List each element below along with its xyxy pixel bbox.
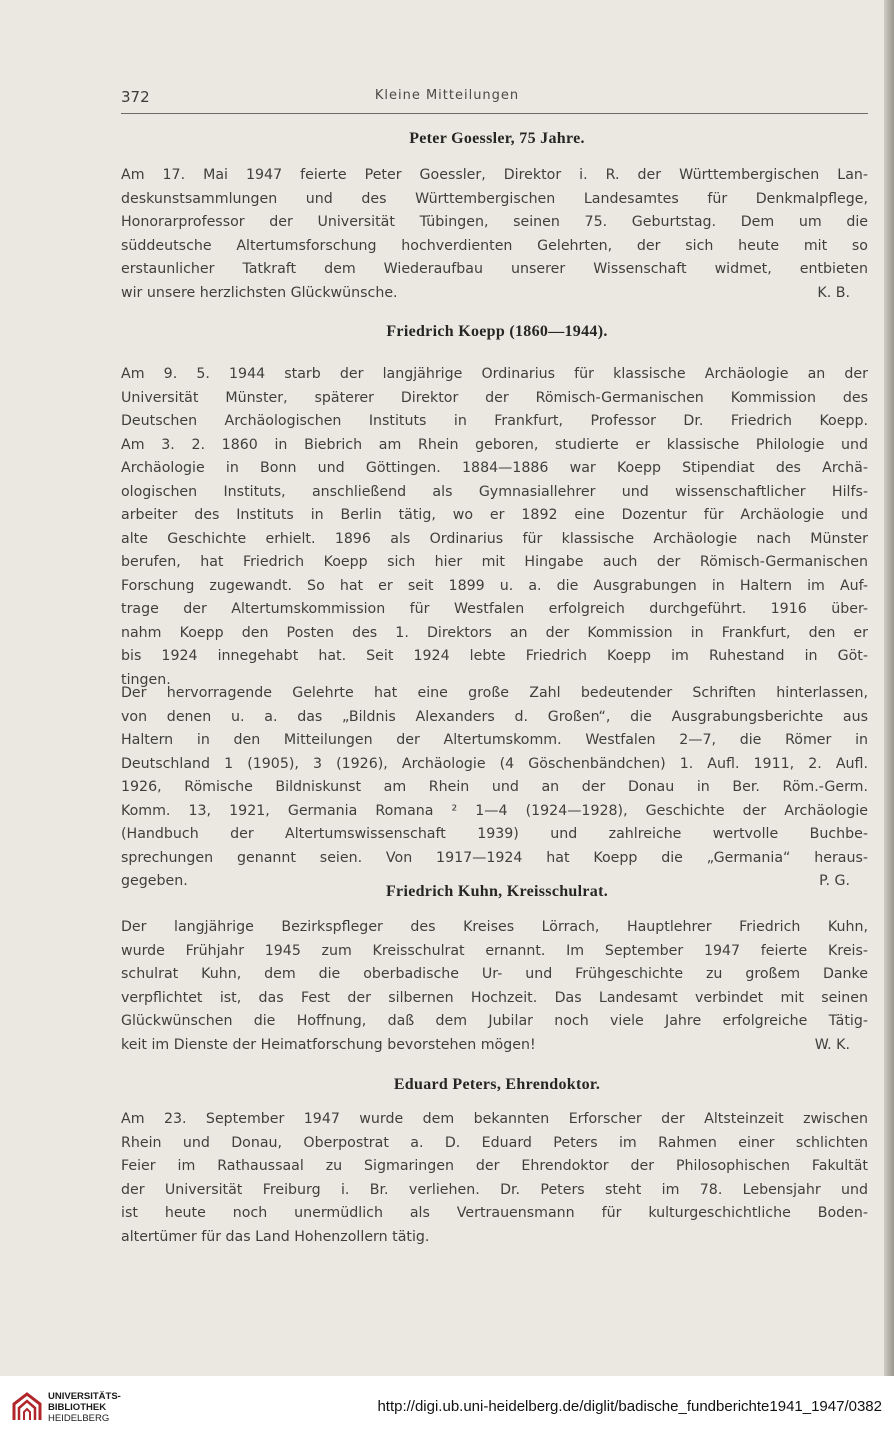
text-line: deskunstsammlungen und des Württembergischen Landesamtes für Denkmalpflege, xyxy=(121,190,868,207)
running-head: Kleine Mitteilungen xyxy=(374,88,520,103)
text-line: der Universität Freiburg i. Br. verliehen. Dr. Peters steht im 78. Lebensjahr und xyxy=(121,1181,868,1198)
text-line: (Handbuch der Altertumswissenschaft 1939) und zahlreiche wertvolle Buchbe- xyxy=(121,826,868,842)
text-line: altertümer für das Land Hohenzollern tätig. xyxy=(121,1228,430,1245)
text-line: verpflichtet ist, das Fest der silbernen Hochzeit. Das Landesamt verbindet mit seinen xyxy=(121,989,868,1006)
text-line: Forschung zugewandt. So hat er seit 1899 u. a. die Ausgrabungen in Haltern im Auf- xyxy=(121,577,868,594)
source-url[interactable]: http://digi.ub.uni-heidelberg.de/diglit/badische_fundberichte1941_1947/0382 xyxy=(377,1398,882,1415)
text-line: Am 3. 2. 1860 in Biebrich am Rhein geboren, studierte er klassische Philologie und xyxy=(121,436,868,453)
article-paragraph xyxy=(121,1108,868,1249)
text-line: Universität Münster, späterer Direktor der Römisch-Germanischen Kommission des xyxy=(121,389,868,406)
text-line: sprechungen genannt seien. Von 1917—1924 hat Koepp die „Germania“ heraus- xyxy=(121,849,868,866)
text-line: trage der Altertumskommission für Westfalen erfolgreich durchgeführt. 1916 über- xyxy=(121,601,868,617)
text-line: Feier im Rathaussaal zu Sigmaringen der Ehrendoktor der Philosophischen Fakultät xyxy=(121,1158,868,1174)
text-line: Archäologie in Bonn und Göttingen. 1884—1886 war Koepp Stipendiat des Archä- xyxy=(121,460,868,476)
text-line: Rhein und Donau, Oberpostrat a. D. Eduard Peters im Rahmen einer schlichten xyxy=(121,1134,868,1151)
text-line: schulrat Kuhn, dem die oberbadische Ur- und Frühgeschichte zu großem Danke xyxy=(121,966,868,982)
text-line: keit im Dienste der Heimatforschung bevorstehen mögen! W. K. xyxy=(121,1034,868,1058)
article-title: Peter Goessler, 75 Jahre. xyxy=(409,130,585,147)
text-line: Am 23. September 1947 wurde dem bekannten Erforscher der Altsteinzeit zwischen xyxy=(121,1111,868,1127)
page-edge-shadow xyxy=(884,0,894,1376)
text-line: arbeiter des Instituts in Berlin tätig, wo er 1892 eine Dozentur für Archäologie und xyxy=(121,507,868,523)
text-line: Deutschland 1 (1905), 3 (1926), Archäologie (4 Göschenbändchen) 1. Aufl. 1911, 2. Aufl. xyxy=(121,755,868,772)
article-title: Friedrich Koepp (1860—1944). xyxy=(386,323,608,340)
text-line: nahm Koepp den Posten des 1. Direktors an der Kommission in Frankfurt, den er xyxy=(121,624,868,641)
text-line: Honorarprofessor der Universität Tübingen, seinen 75. Geburtstag. Dem um die xyxy=(121,214,868,230)
header-rule xyxy=(121,113,868,114)
text-line: tingen. xyxy=(121,671,171,688)
author-initials: P. G. xyxy=(819,873,850,889)
text-line: Glückwünschen die Hoffnung, daß dem Jubilar noch viele Jahre erfolgreiche Tätig- xyxy=(121,1013,868,1029)
author-initials: W. K. xyxy=(814,1036,850,1053)
library-footer xyxy=(0,1376,894,1439)
article-paragraph xyxy=(121,363,868,692)
text-line: Komm. 13, 1921, Germania Romana ² 1—4 (1924—1928), Geschichte der Archäologie xyxy=(121,802,868,819)
article-paragraph xyxy=(121,916,868,1057)
article-paragraph xyxy=(121,682,868,894)
text-line: Am 9. 5. 1944 starb der langjährige Ordinarius für klassische Archäologie an der xyxy=(121,366,868,382)
text-line: bis 1924 innegehabt hat. Seit 1924 lebte Friedrich Koepp im Ruhestand in Göt- xyxy=(121,648,868,664)
text-line: erstaunlicher Tatkraft dem Wiederaufbau unserer Wissenschaft widmet, entbieten xyxy=(121,261,868,277)
text-line: Deutschen Archäologischen Instituts in Frankfurt, Professor Dr. Friedrich Koepp. xyxy=(121,413,868,429)
text-line: von denen u. a. das „Bildnis Alexanders d. Großen“, die Ausgrabungsberichte aus xyxy=(121,708,868,725)
text-line: berufen, hat Friedrich Koepp sich hier mit Hingabe auch der Römisch-Germanischen xyxy=(121,554,868,570)
article-title: Friedrich Kuhn, Kreisschulrat. xyxy=(385,883,609,900)
article-paragraph xyxy=(121,164,868,305)
text-line: 1926, Römische Bildniskunst am Rhein und an der Donau in Ber. Röm.-Germ. xyxy=(121,779,868,795)
text-line: alte Geschichte erhielt. 1896 als Ordinarius für klassische Archäologie nach Münster xyxy=(121,530,868,547)
text-line: Haltern in den Mitteilungen der Altertumskomm. Westfalen 2—7, die Römer in xyxy=(121,732,868,748)
library-logo-icon xyxy=(10,1390,44,1424)
text-line: süddeutsche Altertumsforschung hochverdienten Gelehrten, der sich heute mit so xyxy=(121,237,868,254)
text-line: wir unsere herzlichsten Glückwünsche. K. B. xyxy=(121,282,868,306)
article-title: Eduard Peters, Ehrendoktor. xyxy=(393,1076,601,1093)
author-initials: K. B. xyxy=(817,284,850,301)
text-line: Der langjährige Bezirkspfleger des Kreises Lörrach, Hauptlehrer Friedrich Kuhn, xyxy=(121,919,868,935)
text-line: Der hervorragende Gelehrte hat eine große Zahl bedeutender Schriften hinterlassen, xyxy=(121,685,868,701)
page-number: 372 xyxy=(121,88,150,106)
text-line: gegeben. P. G. xyxy=(121,870,868,894)
text-line: ologischen Instituts, anschließend als Gymnasiallehrer und wissenschaftlicher Hilfs- xyxy=(121,483,868,500)
text-line: wurde Frühjahr 1945 zum Kreisschulrat ernannt. Im September 1947 feierte Kreis- xyxy=(121,942,868,959)
text-line: Am 17. Mai 1947 feierte Peter Goessler, Direktor i. R. der Württembergischen Lan- xyxy=(121,167,868,183)
library-name: UNIVERSITÄTS- BIBLIOTHEK HEIDELBERG xyxy=(48,1391,121,1424)
text-line: ist heute noch unermüdlich als Vertrauensmann für kulturgeschichtliche Boden- xyxy=(121,1205,868,1221)
